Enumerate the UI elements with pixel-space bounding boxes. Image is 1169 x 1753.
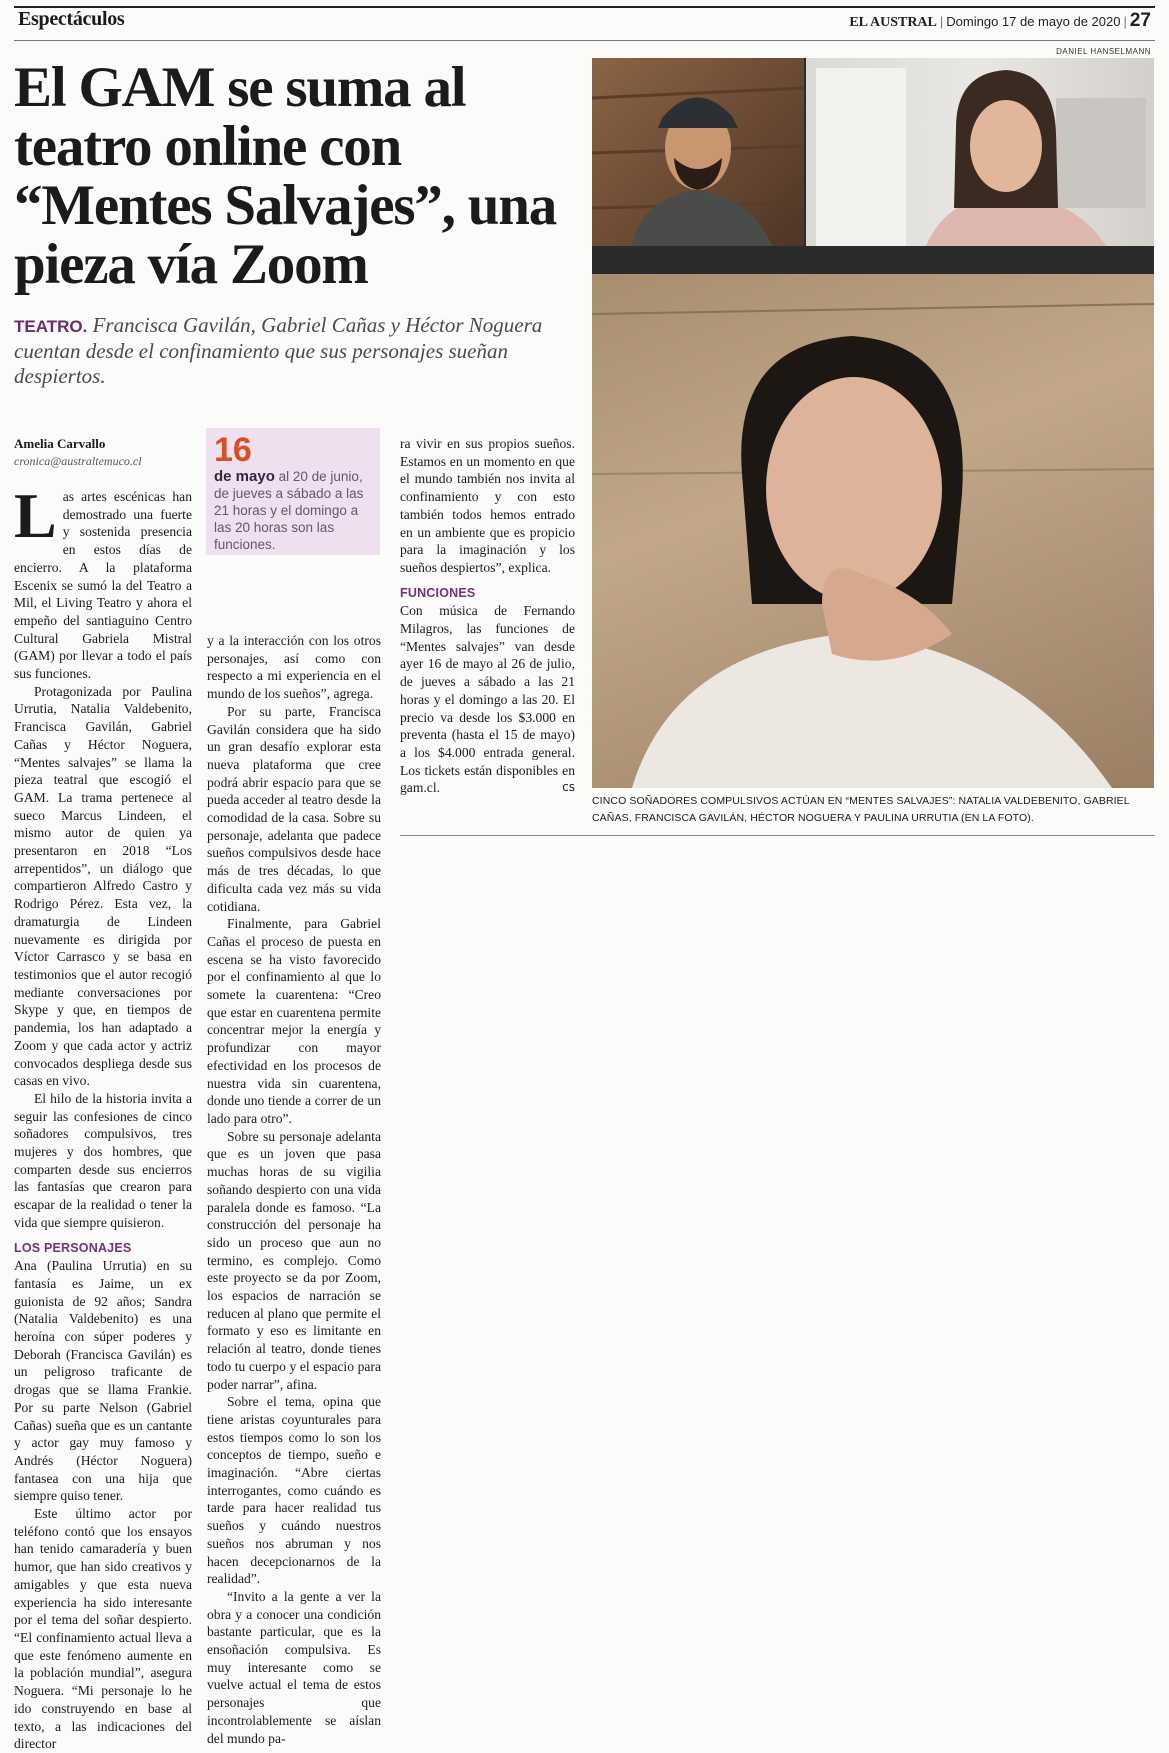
column-1 xyxy=(14,480,192,1753)
infobox-body: al 20 de junio, de jueves a sábado a las 21 horas y el domingo a las 20 horas son las funciones. xyxy=(214,469,364,552)
woman-portrait-icon xyxy=(806,58,1154,246)
end-mark-icon: cs xyxy=(562,780,575,795)
paragraph-8: Finalmente, para Gabriel Cañas el proceso de puesta en escena se ha visto favorecido por el confinamiento al que lo somete la cuarentena: “Creo que estar en cuarentena permite concentrar mejor la energía y profundizar con mayor efectividad en los procesos de nuestra vida sin cuarentena, donde uno tiende a correr de un lado para otro”. xyxy=(207,916,381,1126)
paragraph-11: “Invito a la gente a ver la obra y a conocer una condición bastante particular, que es la ensoñación compulsiva. Es muy interesante como se vuelve actual el tema de estos personajes que incontrolablemente se aíslan del mundo pa- xyxy=(207,1588,381,1746)
paragraph-9: Sobre su personaje adelanta que es un joven que pasa muchas horas de su vigilia soñando despierto con una vida paralela donde es famoso. “La construcción del personaje ha sido un proceso que aun no termino, es complejo. Como este proyecto se da por Zoom, los espacios de narración se reducen al plano que permite el formato y eso es limitante en relación al teatro, donde tienes todo tu cuerpo y el espacio para poder narrar”, afina. xyxy=(207,1128,381,1392)
subhead-personajes: LOS PERSONAJES xyxy=(14,1240,132,1255)
issue-date: Domingo 17 de mayo de 2020 xyxy=(946,14,1121,29)
author-name: Amelia Carvallo xyxy=(14,436,106,451)
zoom-call-photo xyxy=(592,58,1154,788)
paragraph-7: Por su parte, Francisca Gavilán considera que ha sido un gran desafío explorar esta nueva plataforma que cree podrá abrir espacio para que se pueda acceder al teatro desde la comodidad de la casa. Sobre su personaje, adelanta que padece sueños compulsivos desde hace más de tres décadas, lo que dificulta cada vez más su vida cotidiana. xyxy=(207,703,381,914)
masthead xyxy=(849,10,1151,32)
masthead-separator: | xyxy=(939,14,944,29)
zoom-tile-man-with-cap xyxy=(592,58,804,246)
photo-credit: DANIEL HANSELMANN xyxy=(1056,47,1151,56)
paragraph-1-text: as artes escénicas han demostrado una fuerte y sostenida presencia en estos días de encierro. A la plataforma Escenix se sumó la del Teatro a Mil, el Living Teatro y ahora el empeño del santiaguino Centro Cultural Gabriela Mistral (GAM) por llevar a todo el país sus funciones. xyxy=(14,489,192,682)
paragraph-1 xyxy=(14,480,192,683)
deck xyxy=(14,313,554,389)
newspaper-name: EL AUSTRAL xyxy=(849,15,937,30)
zoom-tile-main-actress xyxy=(592,274,1154,788)
paragraph-12: ra vivir en sus propios sueños. Estamos en un momento en que el mundo también nos invita al confinamiento y con esto también todos hemos entrado en un ambiente que es propicio para la imaginación y los sueños despiertos”, explica. xyxy=(400,436,575,575)
top-rule xyxy=(14,6,1155,8)
paragraph-13 xyxy=(400,602,575,797)
infobox-bold: de mayo xyxy=(214,468,275,485)
column-2 xyxy=(207,632,381,1747)
deck-kicker: TEATRO. xyxy=(14,317,88,336)
masthead-separator-2: | xyxy=(1123,14,1127,29)
actress-portrait-icon xyxy=(592,274,1154,788)
paragraph-3: El hilo de la historia invita a seguir las confesiones de cinco soñadores compulsivos, tres mujeres y dos hombres, que comparten desde sus encierros las fantasías que crearon para escapar de la realidad o tener la vida que siempre quisieron. xyxy=(14,1090,192,1230)
man-portrait-icon xyxy=(592,58,804,246)
headline: El GAM se suma al teatro online con “Mentes Salvajes”, una pieza vía Zoom xyxy=(14,56,557,296)
date-infobox xyxy=(206,428,380,555)
header-rule xyxy=(14,40,1155,41)
paragraph-13-text: Con música de Fernando Milagros, las funciones de “Mentes salvajes” van desde ayer 16 de mayo al 26 de julio, de jueves a sábado a las 21 horas y el domingo a las 20. El precio va desde los $3.000 en preventa (hasta el 15 de mayo) a los $4.000 entrada general. Los tickets están disponibles en gam.cl. xyxy=(400,603,575,796)
paragraph-5: Este último actor por teléfono contó que los ensayos han tenido camaradería y buen humor, que han sido creativos y amigables y que esta nueva experiencia ha sido interesante por el tema del soñar despierto. “El confinamiento actual lleva a que este fenómeno aumente en la población mundial”, asegura Noguera. “Mi personaje lo he ido construyendo en base al texto, a las indicaciones del director xyxy=(14,1506,192,1752)
author-email: cronica@australtemuco.cl xyxy=(14,454,142,468)
column-3 xyxy=(400,435,575,797)
zoom-tile-woman-headphones xyxy=(806,58,1154,246)
caption-rule xyxy=(400,835,1155,836)
page-number: 27 xyxy=(1129,10,1151,31)
paragraph-4: Ana (Paulina Urrutia) en su fantasía es Jaime, un ex guionista de 92 años; Sandra (Natalia Valdebenito) es una heroína con súper poderes y Deborah (Francisca Gavilán) es un peligroso traficante de drogas que se llama Frankie. Por su parte Nelson (Gabriel Cañas) sueña que es un cantante y actor gay muy famoso y Andrés (Héctor Noguera) fantasea con una hija que siempre quiso tener. xyxy=(14,1258,192,1504)
infobox-number: 16 xyxy=(214,431,252,469)
infobox-text xyxy=(214,468,372,553)
section-name: Espectáculos xyxy=(18,8,125,30)
paragraph-2: Protagonizada por Paulina Urrutia, Natalia Valdebenito, Francisca Gavilán, Gabriel Cañas y Héctor Noguera, “Mentes salvajes” se llama la pieza teatral que escogió el GAM. La trama pertenece al sueco Marcus Lindeen, el mismo autor de quien ya presentaron en 2018 “Los arrepentidos”, un diálogo que compartieron Alfredo Castro y Rodrigo Pérez. Esta vez, la dramaturgia de Lindeen nuevamente es dirigida por Víctor Carrasco y se basa en testimonios que el autor recogió mediante conversaciones por Skype y que, en tiempos de pandemia, los han adaptado a Zoom y que cada actor y actriz convocados despliega desde sus casas en vivo. xyxy=(14,683,192,1089)
paragraph-10: Sobre el tema, opina que tiene aristas coyunturales para estos tiempos como lo son los conceptos de tiempo, sueño e imaginación. “Abre ciertas interrogantes, como cuándo es tarde para hacer realidad tus sueños y cuándo nuestros sueños nos abruman y nos hacen decepcionarnos de la realidad”. xyxy=(207,1394,381,1587)
photo-caption: CINCO SOÑADORES COMPULSIVOS ACTÚAN EN “MENTES SALVAJES”: NATALIA VALDEBENITO, GABRIEL CAÑAS, FRANCISCA GAVILÁN, HÉCTOR NOGUERA Y PAULINA URRUTIA (EN LA FOTO). xyxy=(592,795,1130,824)
paragraph-6: y a la interacción con los otros personajes, así como con respecto a mi experiencia en el mundo de los sueños”, agrega. xyxy=(207,633,381,702)
drop-cap: L xyxy=(14,480,57,551)
subhead-funciones: FUNCIONES xyxy=(400,585,476,600)
deck-text: Francisca Gavilán, Gabriel Cañas y Héctor Noguera cuentan desde el confinamiento que sus personajes sueñan despiertos. xyxy=(14,313,543,388)
